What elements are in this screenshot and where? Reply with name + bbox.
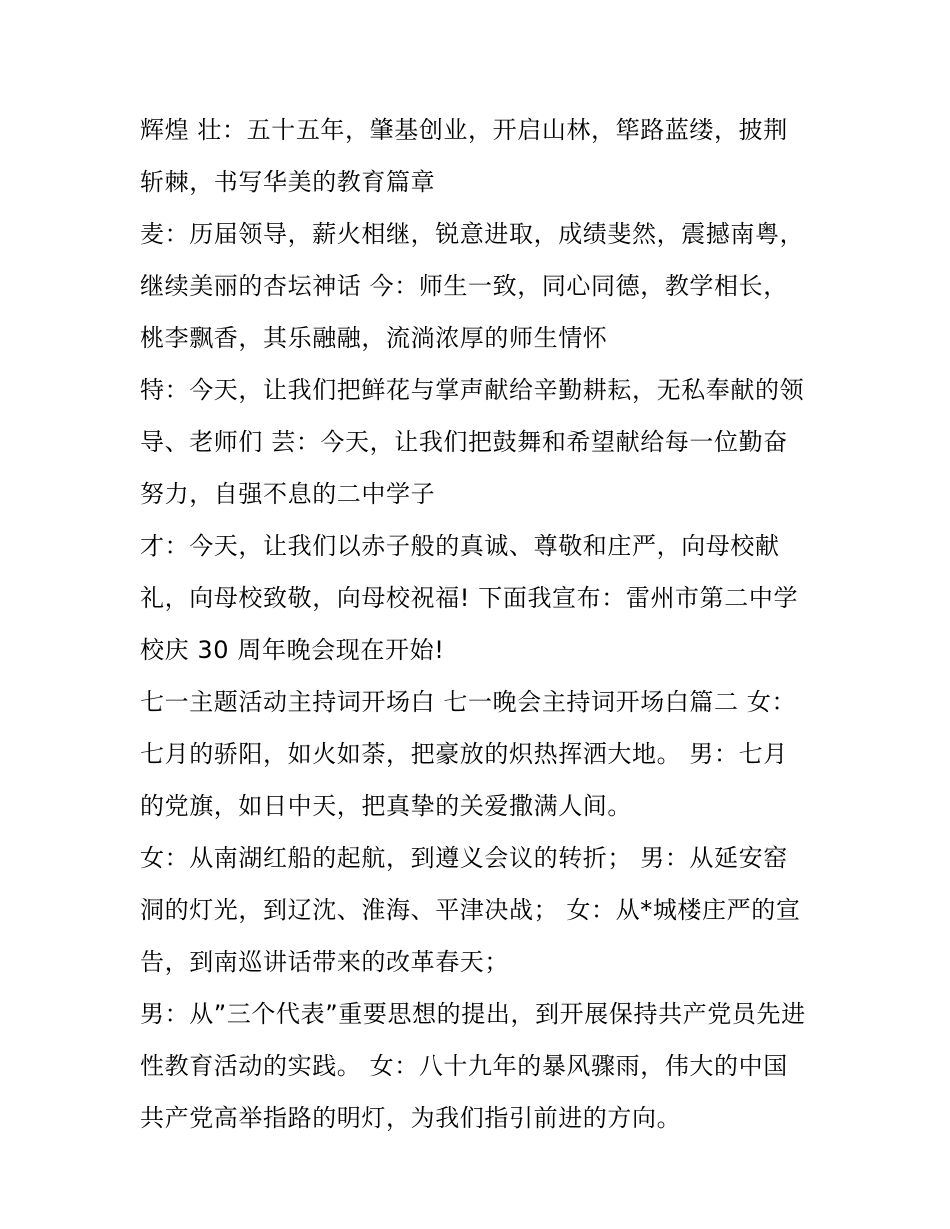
- text-line: 的党旗，如日中天，把真挚的关爱撒满人间。: [140, 792, 632, 820]
- text-line: 共产党高举指路的明灯，为我们指引前进的方向。: [140, 1104, 682, 1132]
- text-line: 礼，向母校致敬，向母校祝福! 下面我宣布：雷州市第二中学: [140, 584, 799, 612]
- text-line: 才：今天，让我们以赤子般的真诚、尊敬和庄严，向母校献: [140, 532, 780, 560]
- text-line: 男：从”三个代表”重要思想的提出，到开展保持共产党员先进: [140, 1000, 806, 1028]
- text-line: 特：今天，让我们把鲜花与掌声献给辛勤耕耘，无私奉献的领: [140, 376, 805, 404]
- text-line: 七一主题活动主持词开场白 七一晚会主持词开场白篇二 女：: [140, 688, 797, 716]
- text-line: 性教育活动的实践。 女：八十九年的暴风骤雨，伟大的中国: [140, 1052, 788, 1080]
- text-line: 继续美丽的杏坛神话 今：师生一致，同心同德，教学相长，: [140, 272, 788, 300]
- text-line: 辉煌 壮：五十五年，肇基创业，开启山林，筚路蓝缕，披荆: [140, 116, 788, 144]
- text-line: 校庆 30 周年晚会现在开始!: [140, 636, 445, 664]
- text-line: 女：从南湖红船的起航，到遵义会议的转折； 男：从延安窑: [140, 844, 788, 872]
- text-line: 洞的灯光，到辽沈、淮海、平津决战； 女：从*城楼庄严的宣: [140, 896, 801, 924]
- text-line: 告，到南巡讲话带来的改革春天；: [140, 948, 509, 976]
- text-line: 麦：历届领导，薪火相继，锐意进取，成绩斐然，震撼南粤，: [140, 220, 805, 248]
- text-line: 导、老师们 芸：今天，让我们把鼓舞和希望献给每一位勤奋: [140, 428, 788, 456]
- text-line: 努力，自强不息的二中学子: [140, 480, 436, 508]
- text-line: 桃李飘香，其乐融融，流淌浓厚的师生情怀: [140, 324, 608, 352]
- text-line: 七月的骄阳，如火如荼，把豪放的炽热挥洒大地。 男：七月: [140, 740, 788, 768]
- document-body: [140, 104, 820, 1144]
- text-line: 斩棘，书写华美的教育篇章: [140, 168, 436, 196]
